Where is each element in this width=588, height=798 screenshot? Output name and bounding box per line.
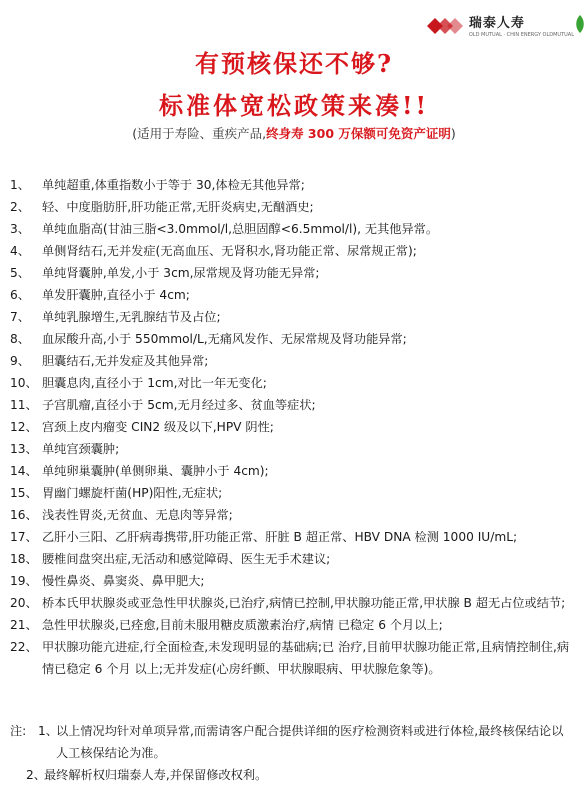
list-item xyxy=(10,240,570,262)
item-text: 单纯卵巢囊肿(单侧卵巢、囊肿小于 4cm); xyxy=(42,464,269,478)
list-item xyxy=(10,174,570,196)
condition-list xyxy=(10,174,570,680)
notes-lead: 注: xyxy=(10,724,27,738)
item-number: 14、 xyxy=(10,464,38,478)
scope-prefix: (适用于寿险、重疾产品, xyxy=(132,126,267,141)
list-item xyxy=(10,460,570,482)
item-text: 桥本氏甲状腺炎或亚急性甲状腺炎,已治疗,病情已控制,甲状腺功能正常,甲状腺 B 超无占位或结节; xyxy=(42,596,566,610)
item-number: 18、 xyxy=(10,552,38,566)
item-text: 胆囊息肉,直径小于 1cm,对比一年无变化; xyxy=(42,376,267,390)
item-text: 胃幽门螺旋杆菌(HP)阳性,无症状; xyxy=(42,486,223,500)
item-number: 6、 xyxy=(10,288,30,302)
item-number: 11、 xyxy=(10,398,38,412)
note-number: 2、 xyxy=(26,768,46,782)
logo-name: 瑞泰人寿 xyxy=(468,16,525,31)
item-text: 单侧肾结石,无并发症(无高血压、无肾积水,肾功能正常、尿常规正常); xyxy=(42,244,417,258)
item-text: 甲状腺功能亢进症,行全面检查,未发现明显的基础病;已 治疗,目前甲状腺功能正常,且病情控制住,病情已稳定 6 个月 以上;无并发症(心房纤颤、甲状腺眼病、甲状腺危象等)。 xyxy=(42,640,570,676)
item-text: 慢性鼻炎、鼻窦炎、鼻甲肥大; xyxy=(42,574,205,588)
list-item xyxy=(10,196,570,218)
item-number: 5、 xyxy=(10,266,30,280)
list-item xyxy=(10,570,570,592)
page-title-line1: 有预核保还不够? xyxy=(194,49,394,78)
item-number: 12、 xyxy=(10,420,38,434)
item-text: 单纯血脂高(甘油三脂<3.0mmol/l,总胆固醇<6.5mmol/l), 无其他异常。 xyxy=(42,222,439,236)
list-item xyxy=(10,350,570,372)
list-item xyxy=(10,218,570,240)
item-number: 8、 xyxy=(10,332,30,346)
list-item xyxy=(10,306,570,328)
leaf-icon xyxy=(574,14,586,34)
list-item xyxy=(10,592,570,614)
item-number: 4、 xyxy=(10,244,30,258)
list-item xyxy=(10,262,570,284)
item-number: 22、 xyxy=(10,640,38,654)
item-text: 宫颈上皮内瘤变 CIN2 级及以下,HPV 阴性; xyxy=(42,420,274,434)
item-text: 子宫肌瘤,直径小于 5cm,无月经过多、贫血等症状; xyxy=(42,398,316,412)
item-number: 21、 xyxy=(10,618,38,632)
item-text: 血尿酸升高,小于 550mmol/L,无痛风发作、无尿常规及肾功能异常; xyxy=(42,332,407,346)
list-item xyxy=(10,438,570,460)
item-text: 急性甲状腺炎,已痊愈,目前未服用糖皮质激素治疗,病情 已稳定 6 个月以上; xyxy=(42,618,443,632)
item-number: 7、 xyxy=(10,310,30,324)
item-text: 胆囊结石,无并发症及其他异常; xyxy=(42,354,209,368)
item-number: 15、 xyxy=(10,486,38,500)
list-item xyxy=(10,636,570,680)
item-number: 9、 xyxy=(10,354,30,368)
company-logo xyxy=(423,12,574,38)
scope-suffix: ) xyxy=(450,126,456,141)
list-item xyxy=(10,416,570,438)
list-item xyxy=(10,372,570,394)
scope-line xyxy=(0,124,588,142)
item-number: 3、 xyxy=(10,222,30,236)
logo-mark-icon xyxy=(423,12,463,38)
note-text: 最终解析权归瑞泰人寿,并保留修改权利。 xyxy=(44,768,268,782)
item-text: 单纯超重,体重指数小于等于 30,体检无其他异常; xyxy=(42,178,305,192)
item-number: 19、 xyxy=(10,574,38,588)
item-text: 轻、中度脂肪肝,肝功能正常,无肝炎病史,无酗酒史; xyxy=(42,200,314,214)
item-number: 10、 xyxy=(10,376,38,390)
item-number: 1、 xyxy=(10,178,30,192)
list-item xyxy=(10,504,570,526)
note-item xyxy=(10,720,570,764)
item-text: 浅表性胃炎,无贫血、无息肉等异常; xyxy=(42,508,233,522)
note-item xyxy=(10,764,570,786)
item-text: 单纯乳腺增生,无乳腺结节及占位; xyxy=(42,310,221,324)
list-item xyxy=(10,394,570,416)
list-item xyxy=(10,482,570,504)
item-number: 13、 xyxy=(10,442,38,456)
logo-subtitle: OLD MUTUAL · CHIN ENERGY OLDMUTUAL xyxy=(468,32,574,38)
list-item xyxy=(10,284,570,306)
scope-highlight: 终身寿 300 万保额可免资产证明 xyxy=(266,126,451,141)
item-text: 腰椎间盘突出症,无活动和感觉障碍、医生无手术建议; xyxy=(42,552,331,566)
item-text: 单发肝囊肿,直径小于 4cm; xyxy=(42,288,190,302)
list-item xyxy=(10,614,570,636)
note-text: 以上情况均针对单项异常,而需请客户配合提供详细的医疗检测资料或进行体检,最终核保结论以人工核保结论为准。 xyxy=(56,724,564,760)
item-text: 单纯肾囊肿,单发,小于 3cm,尿常规及肾功能无异常; xyxy=(42,266,320,280)
item-number: 17、 xyxy=(10,530,38,544)
item-text: 乙肝小三阳、乙肝病毒携带,肝功能正常、肝脏 B 超正常、HBV DNA 检测 1000 IU/mL; xyxy=(42,530,518,544)
list-item xyxy=(10,526,570,548)
item-text: 单纯宫颈囊肿; xyxy=(42,442,120,456)
item-number: 2、 xyxy=(10,200,30,214)
page-title-line2: 标准体宽松政策来凑!! xyxy=(158,91,430,120)
note-number: 1、 xyxy=(38,724,58,738)
item-number: 20、 xyxy=(10,596,38,610)
list-item xyxy=(10,328,570,350)
list-item xyxy=(10,548,570,570)
notes-section xyxy=(10,720,570,786)
item-number: 16、 xyxy=(10,508,38,522)
